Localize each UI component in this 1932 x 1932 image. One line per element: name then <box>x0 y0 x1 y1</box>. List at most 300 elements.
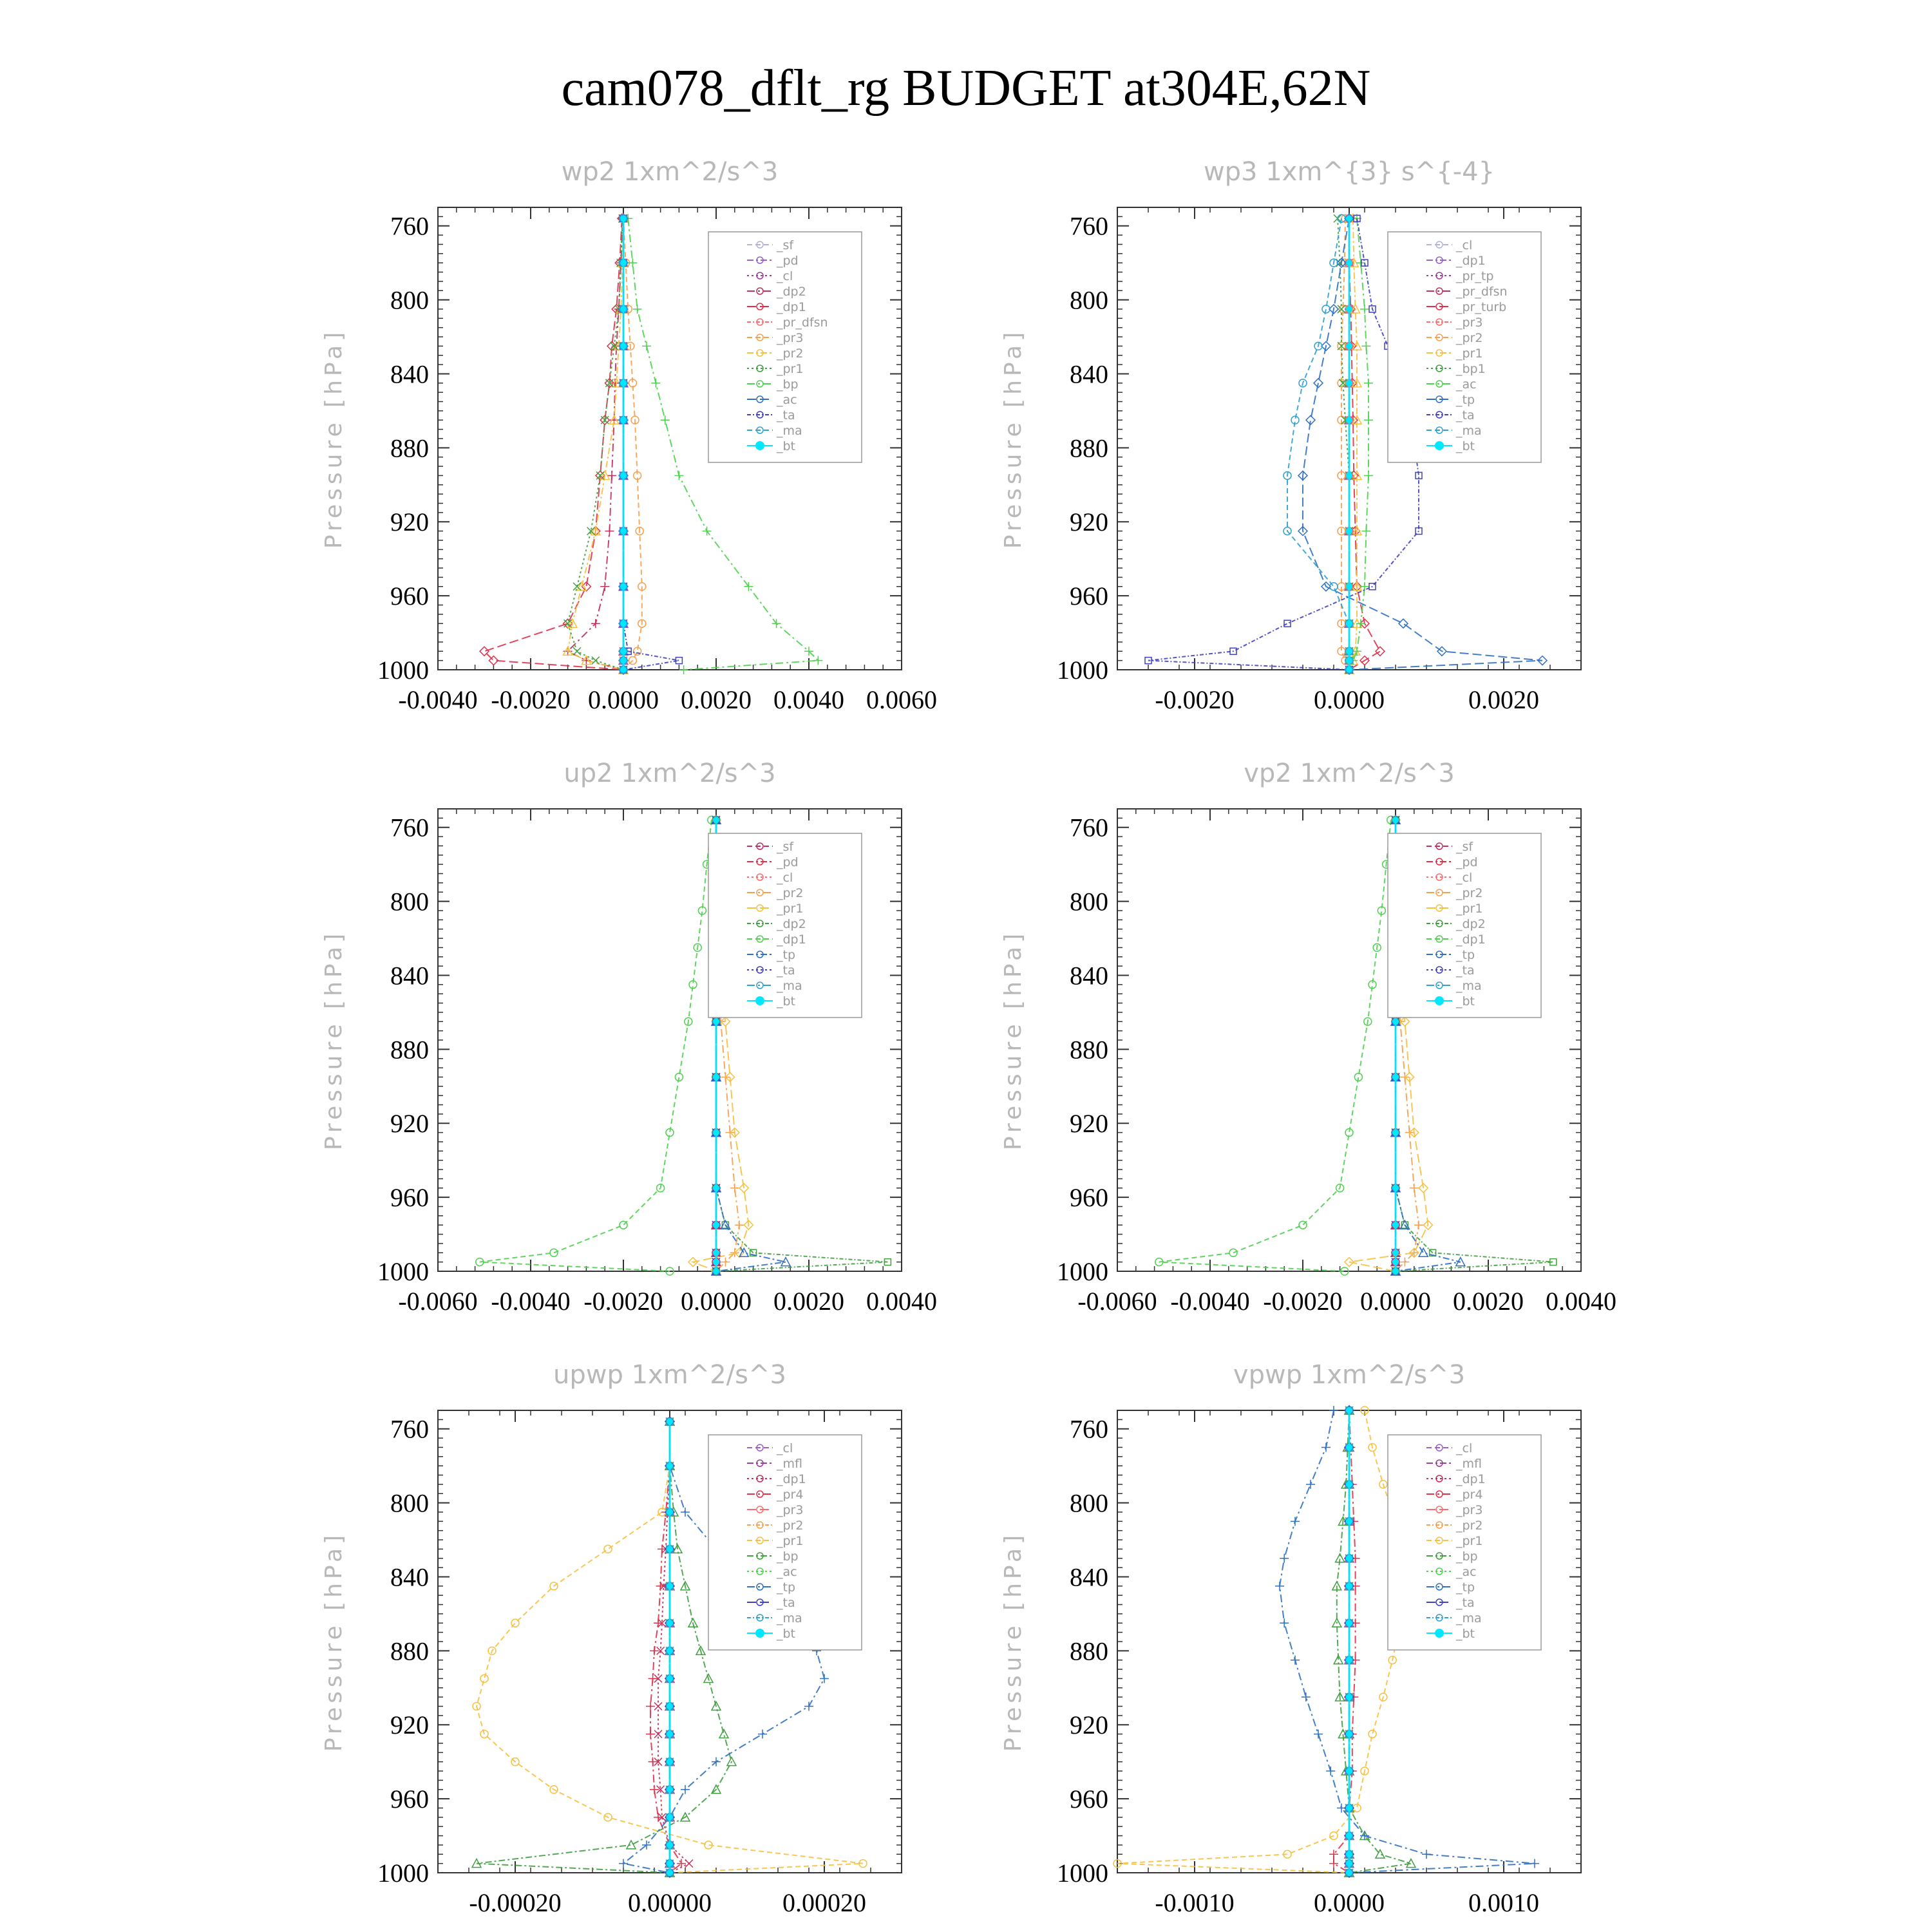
legend-label: _ta <box>1456 408 1475 422</box>
x-tick-label: 0.0020 <box>681 685 752 714</box>
chart-panel-4 <box>1000 759 1616 1316</box>
data-point <box>620 417 627 423</box>
x-tick-label: 0.0010 <box>1468 1888 1539 1917</box>
x-tick-label: 0.0060 <box>866 685 937 714</box>
legend-label: _bt <box>777 439 796 453</box>
y-tick-label: 760 <box>1070 1414 1108 1444</box>
data-point <box>667 1759 673 1765</box>
data-point <box>1419 1248 1428 1256</box>
data-point <box>1346 1861 1352 1867</box>
y-tick-label: 800 <box>390 285 429 315</box>
data-point <box>1346 380 1352 386</box>
legend-marker <box>755 1629 764 1638</box>
y-tick-label: 1000 <box>377 1257 429 1286</box>
legend-label: _dp1 <box>777 1472 806 1486</box>
data-point <box>1346 1694 1352 1700</box>
data-point <box>1346 417 1352 423</box>
legend-label: _pr1 <box>777 362 804 376</box>
y-tick-label: 760 <box>390 813 429 842</box>
data-point <box>620 306 627 312</box>
x-tick-label: -0.0020 <box>491 685 571 714</box>
data-point <box>1346 583 1352 590</box>
legend-label: _pr2 <box>1456 886 1483 900</box>
legend-label: _tp <box>777 948 796 962</box>
data-point <box>667 1870 673 1876</box>
series-line-pr1 <box>568 218 623 670</box>
data-point <box>646 1730 655 1739</box>
x-tick-label: -0.00020 <box>469 1888 562 1917</box>
legend-label: _bp1 <box>1456 362 1486 376</box>
x-tick-label: 0.0000 <box>1314 1888 1385 1917</box>
data-point <box>1392 1259 1399 1265</box>
data-point <box>1346 667 1352 673</box>
x-tick-label: -0.0020 <box>1263 1287 1343 1316</box>
legend-label: _ac <box>1456 377 1477 392</box>
legend-label: _pr2 <box>777 346 804 361</box>
data-point <box>667 1546 673 1552</box>
y-tick-label: 960 <box>1070 1183 1108 1213</box>
data-point <box>713 1259 719 1265</box>
legend-label: _ac <box>777 1565 797 1579</box>
y-tick-label: 880 <box>390 433 429 463</box>
data-point <box>667 1647 673 1654</box>
y-tick-label: 1000 <box>1057 1257 1108 1286</box>
legend-marker <box>1435 996 1444 1005</box>
legend-label: _bp <box>777 1549 799 1564</box>
x-tick-label: 0.0040 <box>1546 1287 1616 1316</box>
y-tick-label: 800 <box>1070 1488 1108 1518</box>
data-point <box>1414 1220 1423 1229</box>
data-point <box>1329 1406 1338 1415</box>
y-tick-label: 960 <box>390 1183 429 1213</box>
legend-marker <box>1435 1629 1444 1638</box>
series-line-pr2 <box>568 218 623 670</box>
data-point <box>1361 341 1370 350</box>
data-point <box>1346 658 1352 664</box>
legend-label: _pr_tp <box>1456 269 1494 283</box>
data-point <box>1280 1618 1289 1627</box>
data-point <box>1346 306 1352 312</box>
panel-title: wp2 1xm^2/s^3 <box>561 157 779 187</box>
legend-label: _sf <box>777 238 794 252</box>
legend-label: _ac <box>777 393 797 407</box>
data-point <box>1346 1870 1352 1876</box>
chart-panel-3 <box>321 759 937 1316</box>
legend <box>708 232 862 462</box>
x-tick-label: -0.0020 <box>1155 685 1235 714</box>
data-point <box>633 305 642 314</box>
y-tick-label: 760 <box>390 1414 429 1444</box>
legend-label: _tp <box>1456 393 1475 407</box>
legend-label: _bp <box>1456 1549 1478 1564</box>
y-tick-label: 960 <box>1070 1785 1108 1814</box>
data-point <box>1392 1268 1399 1274</box>
data-point <box>1346 343 1352 349</box>
series-line-dp1 <box>480 820 712 1271</box>
data-point <box>1346 1833 1352 1839</box>
legend-label: _tp <box>1456 948 1475 962</box>
data-point <box>1329 1859 1338 1868</box>
data-point <box>679 665 688 674</box>
y-tick-label: 920 <box>1070 1710 1108 1740</box>
y-tick-label: 960 <box>390 1785 429 1814</box>
data-point <box>1284 620 1291 627</box>
data-point <box>628 258 637 267</box>
y-axis-label: Pressure [hPa] <box>1000 1531 1027 1752</box>
series-line-dp1 <box>1159 820 1391 1271</box>
data-point <box>713 1018 719 1025</box>
data-point <box>582 656 591 665</box>
legend-label: _cl <box>777 871 793 885</box>
x-tick-label: 0.0020 <box>1468 685 1539 714</box>
y-tick-label: 920 <box>1070 507 1108 537</box>
y-tick-label: 960 <box>390 582 429 611</box>
data-point <box>1392 1222 1399 1228</box>
chart-panel-1 <box>321 157 937 714</box>
legend-label: _ac <box>1456 1565 1477 1579</box>
y-tick-label: 1000 <box>377 1859 429 1888</box>
x-tick-label: -0.0040 <box>398 685 478 714</box>
data-point <box>1392 1074 1399 1080</box>
data-point <box>620 260 627 266</box>
data-point <box>674 471 683 480</box>
y-tick-label: 880 <box>1070 433 1108 463</box>
data-point <box>620 215 627 222</box>
legend-label: _ta <box>777 1596 795 1610</box>
data-point <box>592 657 600 665</box>
panel-title: wp3 1xm^{3} s^{-4} <box>1203 157 1495 187</box>
y-tick-label: 840 <box>390 359 429 389</box>
legend-label: _ma <box>777 1611 802 1625</box>
data-point <box>480 1674 488 1682</box>
data-point <box>1329 1850 1338 1859</box>
y-tick-label: 920 <box>390 1710 429 1740</box>
data-point <box>620 648 627 654</box>
legend-marker <box>755 996 764 1005</box>
y-tick-label: 960 <box>1070 582 1108 611</box>
legend-label: _bt <box>1456 439 1475 453</box>
data-point <box>620 1221 627 1229</box>
data-point <box>1346 648 1352 654</box>
data-point <box>820 1674 829 1683</box>
legend-label: _mfl <box>777 1457 802 1471</box>
data-point <box>1275 1582 1284 1591</box>
legend-label: _ma <box>1456 979 1482 993</box>
legend-label: _cl <box>1456 871 1473 885</box>
series-line-pr3 <box>623 218 642 670</box>
legend-label: _ma <box>777 979 802 993</box>
legend-label: _bt <box>777 1627 796 1641</box>
data-point <box>1346 620 1352 627</box>
chart-panel-2 <box>1000 157 1581 714</box>
legend-label: _pr2 <box>1456 1519 1483 1533</box>
legend-label: _pr3 <box>1456 316 1483 330</box>
legend-label: _pr1 <box>1456 902 1483 916</box>
y-tick-label: 1000 <box>377 656 429 685</box>
data-point <box>1314 1730 1323 1739</box>
series-line-dp2 <box>568 218 623 670</box>
data-point <box>573 647 581 655</box>
data-point <box>667 1583 673 1589</box>
legend-label: _dp1 <box>777 300 806 314</box>
y-tick-label: 800 <box>390 887 429 916</box>
data-point <box>1346 1768 1352 1774</box>
legend-label: _pr2 <box>777 1519 804 1533</box>
data-point <box>667 1620 673 1626</box>
data-point <box>713 817 719 823</box>
legend-label: _pr3 <box>777 1503 804 1517</box>
legend <box>708 1435 862 1650</box>
data-point <box>1399 619 1408 628</box>
legend-label: _dp1 <box>1456 1472 1486 1486</box>
legend-label: _mfl <box>1456 1457 1482 1471</box>
series-line-ma <box>1287 218 1349 670</box>
data-point <box>735 1220 744 1229</box>
legend-label: _cl <box>777 269 793 283</box>
legend-label: _ma <box>777 424 802 438</box>
data-point <box>1346 472 1352 478</box>
legend-label: _pr2 <box>1456 331 1483 345</box>
legend-label: _bp <box>777 377 799 392</box>
data-point <box>758 1730 767 1739</box>
data-point <box>667 1842 673 1848</box>
data-point <box>1346 1555 1352 1562</box>
legend-label: _cl <box>1456 238 1473 252</box>
panel-title: vpwp 1xm^2/s^3 <box>1233 1360 1466 1390</box>
data-point <box>649 1757 658 1766</box>
legend-label: _ma <box>1456 1611 1482 1625</box>
data-point <box>713 1130 719 1136</box>
legend-label: _bt <box>1456 1627 1475 1641</box>
legend-label: _pr1 <box>1456 1534 1483 1548</box>
data-point <box>654 1703 662 1710</box>
data-point <box>620 620 627 627</box>
data-point <box>667 1786 673 1793</box>
data-point <box>713 1074 719 1080</box>
data-point <box>1346 215 1352 222</box>
x-tick-label: -0.0020 <box>583 1287 663 1316</box>
data-point <box>730 1184 739 1193</box>
legend-label: _pr_turb <box>1456 300 1507 314</box>
data-point <box>804 1702 813 1711</box>
y-tick-label: 920 <box>390 507 429 537</box>
y-tick-label: 880 <box>1070 1035 1108 1065</box>
data-point <box>1346 260 1352 266</box>
data-point <box>685 1860 693 1868</box>
legend-label: _sf <box>777 840 794 854</box>
data-point <box>1530 1859 1539 1868</box>
legend-label: _pd <box>777 254 799 268</box>
legend-label: _pr4 <box>1456 1488 1483 1502</box>
legend-label: _pr1 <box>777 902 804 916</box>
data-point <box>713 1268 719 1274</box>
panel-title: vp2 1xm^2/s^3 <box>1244 759 1455 788</box>
y-tick-label: 840 <box>390 961 429 990</box>
legend-label: _cl <box>777 1441 793 1455</box>
legend-label: _sf <box>1456 840 1473 854</box>
data-point <box>713 1185 719 1191</box>
x-tick-label: 0.0020 <box>1453 1287 1524 1316</box>
data-point <box>600 582 609 591</box>
legend-label: _pr_dfsn <box>1456 285 1508 299</box>
legend-label: _dp2 <box>777 285 806 299</box>
legend-label: _dp1 <box>1456 254 1486 268</box>
legend-label: _pr3 <box>1456 1503 1483 1517</box>
data-point <box>1392 817 1399 823</box>
legend-marker <box>755 441 764 450</box>
x-tick-label: 0.0040 <box>866 1287 937 1316</box>
data-point <box>719 1730 728 1738</box>
data-point <box>1346 1583 1352 1589</box>
y-tick-label: 800 <box>1070 285 1108 315</box>
data-point <box>1346 1731 1352 1738</box>
data-point <box>1346 1444 1352 1450</box>
data-point <box>1364 471 1373 480</box>
y-tick-label: 760 <box>1070 813 1108 842</box>
y-tick-label: 760 <box>1070 211 1108 241</box>
x-tick-label: 0.0000 <box>1360 1287 1431 1316</box>
data-point <box>667 1731 673 1738</box>
legend-label: _pd <box>777 855 799 869</box>
data-point <box>1392 1018 1399 1025</box>
y-tick-label: 800 <box>390 1488 429 1518</box>
data-point <box>1346 1518 1352 1524</box>
y-tick-label: 1000 <box>1057 656 1108 685</box>
legend-label: _pr1 <box>1456 346 1483 361</box>
data-point <box>713 1249 719 1256</box>
data-point <box>646 1702 655 1711</box>
data-point <box>620 667 627 673</box>
data-point <box>1410 1184 1419 1193</box>
series-line-pr2 <box>1341 218 1349 670</box>
data-point <box>1326 1766 1335 1776</box>
legend-label: _ta <box>1456 963 1475 978</box>
data-point <box>1346 1481 1352 1488</box>
legend-marker <box>1435 441 1444 450</box>
legend-label: _ta <box>777 408 795 422</box>
y-tick-label: 840 <box>1070 961 1108 990</box>
data-point <box>591 619 600 628</box>
chart-panel-5 <box>321 1360 902 1917</box>
y-axis-label: Pressure [hPa] <box>1000 929 1027 1151</box>
y-tick-label: 840 <box>1070 359 1108 389</box>
data-point <box>1346 1657 1352 1663</box>
y-tick-label: 840 <box>390 1562 429 1592</box>
data-point <box>604 1545 612 1553</box>
data-point <box>1364 415 1373 424</box>
y-axis-label: Pressure [hPa] <box>321 328 347 549</box>
data-point <box>620 343 627 349</box>
y-tick-label: 800 <box>1070 887 1108 916</box>
legend-label: _tp <box>777 1580 796 1595</box>
legend <box>1388 232 1541 462</box>
data-point <box>651 379 660 388</box>
y-tick-label: 880 <box>1070 1636 1108 1666</box>
data-point <box>620 380 627 386</box>
data-point <box>1299 1221 1307 1229</box>
data-point <box>713 1222 719 1228</box>
data-point <box>649 1674 658 1683</box>
legend-label: _dp1 <box>777 933 806 947</box>
legend-label: _pr1 <box>777 1534 804 1548</box>
y-tick-label: 760 <box>390 211 429 241</box>
legend-label: _pd <box>1456 855 1478 869</box>
data-point <box>1346 1804 1352 1811</box>
data-point <box>1392 1185 1399 1191</box>
page-title: cam078_dflt_rg BUDGET at304E,62N <box>561 60 1371 117</box>
data-point <box>1291 1656 1300 1665</box>
data-point <box>1302 1692 1311 1701</box>
data-point <box>642 341 651 350</box>
y-axis-label: Pressure [hPa] <box>321 1531 347 1752</box>
x-tick-label: -0.0040 <box>491 1287 571 1316</box>
y-tick-label: 880 <box>390 1636 429 1666</box>
x-tick-label: -0.0010 <box>1155 1888 1235 1917</box>
legend-label: _bt <box>1456 994 1475 1009</box>
x-tick-label: -0.0060 <box>398 1287 478 1316</box>
data-point <box>1376 647 1385 656</box>
data-point <box>1392 1249 1399 1256</box>
data-point <box>1346 1851 1352 1857</box>
data-point <box>620 583 627 590</box>
y-tick-label: 1000 <box>1057 1859 1108 1888</box>
data-point <box>1364 379 1373 388</box>
data-point <box>667 1418 673 1425</box>
y-tick-label: 920 <box>1070 1109 1108 1139</box>
data-point <box>1306 1480 1315 1489</box>
data-point <box>667 1814 673 1821</box>
data-point <box>667 1509 673 1515</box>
y-tick-label: 840 <box>1070 1562 1108 1592</box>
data-point <box>1291 1517 1300 1526</box>
data-point <box>1280 1554 1289 1563</box>
y-axis-label: Pressure [hPa] <box>321 929 347 1151</box>
legend-label: _ta <box>777 963 795 978</box>
panel-title: upwp 1xm^2/s^3 <box>553 1360 786 1390</box>
legend <box>708 833 862 1018</box>
legend-label: _pr3 <box>777 331 804 345</box>
series-line-pr_turb <box>1349 218 1380 670</box>
series-line-pr1 <box>1117 1410 1403 1873</box>
legend-label: _pr2 <box>777 886 804 900</box>
data-point <box>620 528 627 535</box>
legend-label: _dp1 <box>1456 933 1486 947</box>
data-point <box>1346 1620 1352 1626</box>
x-tick-label: 0.0040 <box>773 685 844 714</box>
legend <box>1388 1435 1541 1650</box>
y-tick-label: 920 <box>390 1109 429 1139</box>
data-point <box>620 472 627 478</box>
data-point <box>619 1859 628 1868</box>
x-tick-label: 0.00000 <box>628 1888 712 1917</box>
legend-label: _bt <box>777 994 796 1009</box>
legend-label: _dp2 <box>1456 917 1486 931</box>
data-point <box>1368 1730 1376 1738</box>
data-point <box>667 1861 673 1867</box>
legend-label: _pr4 <box>777 1488 804 1502</box>
series-line-ta <box>1148 218 1419 670</box>
chart-panel-6 <box>1000 1360 1581 1917</box>
panel-title: up2 1xm^2/s^3 <box>564 759 776 788</box>
legend <box>1388 833 1541 1018</box>
legend-label: _cl <box>1456 1441 1473 1455</box>
data-point <box>1321 1443 1331 1452</box>
data-point <box>1392 1130 1399 1136</box>
data-point <box>667 1703 673 1710</box>
data-point <box>1346 1407 1352 1414</box>
series-line-bp <box>477 1421 732 1873</box>
data-point <box>667 1675 673 1681</box>
